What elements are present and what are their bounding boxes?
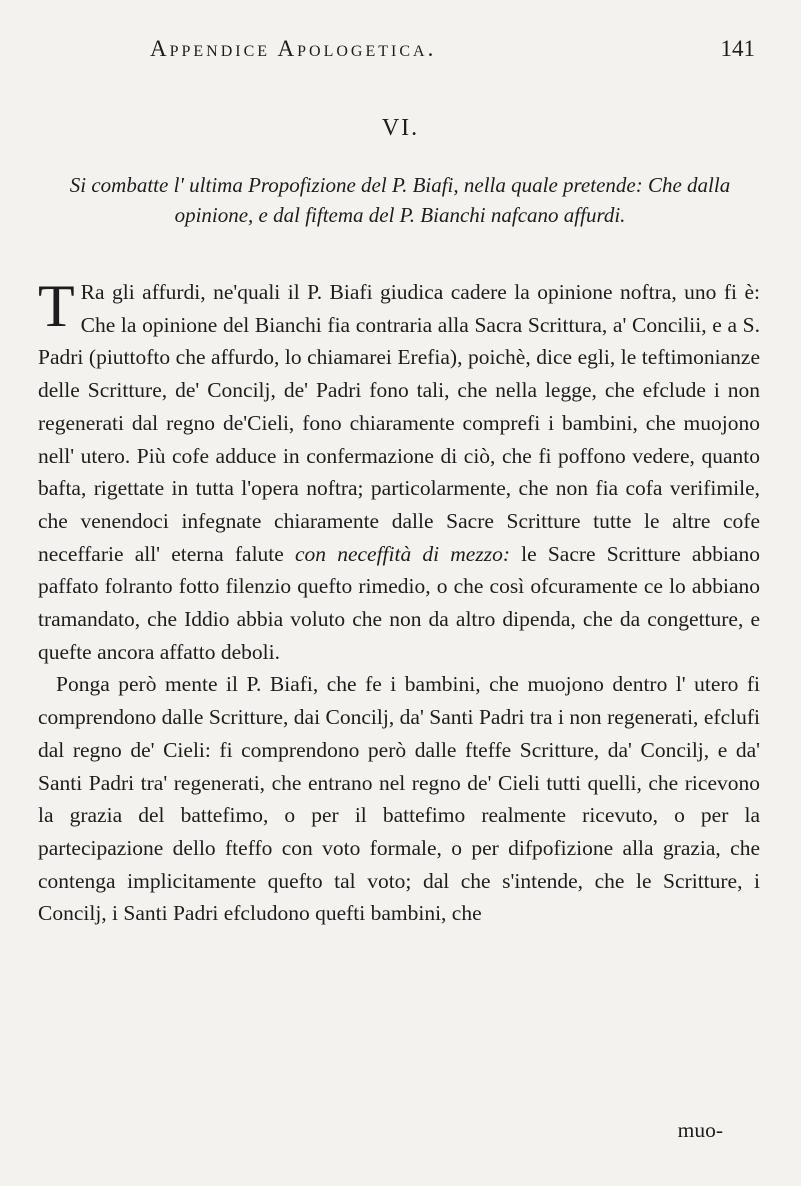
paragraph-1-start: Ra gli affurdi, ne'quali il P. Biafi giudica cadere la opinione noftra, uno fi è: Che la opinione del Bianchi fia contraria alla Sacra Scrittura, a' Concilii, e a S. Padri (piuttofto che affurdo, lo chiamarei Erefia), poichè, dice egli, le teftimonianze delle Scritture, de' Concilj, de' Padri fono tali, che nella legge, che efclude i non regenerati dal regno de'Cieli, fono chiaramente comprefi i bambini, che muojono nell' utero. Più cofe adduce in confermazione di ciò, che fi poffono vedere, quanto bafta, rigettate in tutta l'opera noftra; particolarmente, che non fia cofa verifimile, che venendoci infegnate chiaramente dalle Sacre Scritture tutte le altre cofe neceffarie all' eterna falute <box>38 280 760 566</box>
paragraph-2: Ponga però mente il P. Biafi, che fe i bambini, che muojono dentro l' utero fi comprendono dalle Scritture, dai Concilj, da' Santi Padri tra i non regenerati, efclufi dal regno de' Cieli: fi comprendono però dalle fteffe Scritture, da' Concilj, e da' Santi Padri tra' regenerati, che entrano nel regno de' Cieli tutti quelli, che ricevono la grazia del battefimo, o per il battefimo realmente ricevuto, o per la partecipazione dello fteffo con voto formale, o per difpofizione alla grazia, che contenga implicitamente quefto tal voto; dal che s'intende, che le Scritture, i Concilj, i Santi Padri efcludono quefti bambini, che <box>38 672 760 926</box>
page-number: 141 <box>720 36 755 61</box>
paragraph-1-italic: con neceffità di mezzo: <box>295 541 510 566</box>
catchword: muo- <box>677 1118 723 1142</box>
running-title: Appendice Apologetica. <box>150 36 437 61</box>
section-summary: Si combatte l' ultima Propofizione del P. Biafi, nella quale pretende: Che dalla opinione, e dal fiftema del P. Bianchi nafcano affurdi. <box>69 173 731 227</box>
paragraph-1-end: le Sacre Scritture abbiano paffato folranto fotto filenzio quefto rimedio, o che così ofcuramente ce lo abbiano tramandato, che Iddio abbia voluto che non da altro dipenda, che da congetture, e quefte ancora affatto deboli. <box>38 541 760 664</box>
section-number: VI. <box>381 115 420 141</box>
paragraph-1 <box>38 273 760 668</box>
drop-cap: T <box>38 273 75 339</box>
body-text <box>38 273 760 930</box>
